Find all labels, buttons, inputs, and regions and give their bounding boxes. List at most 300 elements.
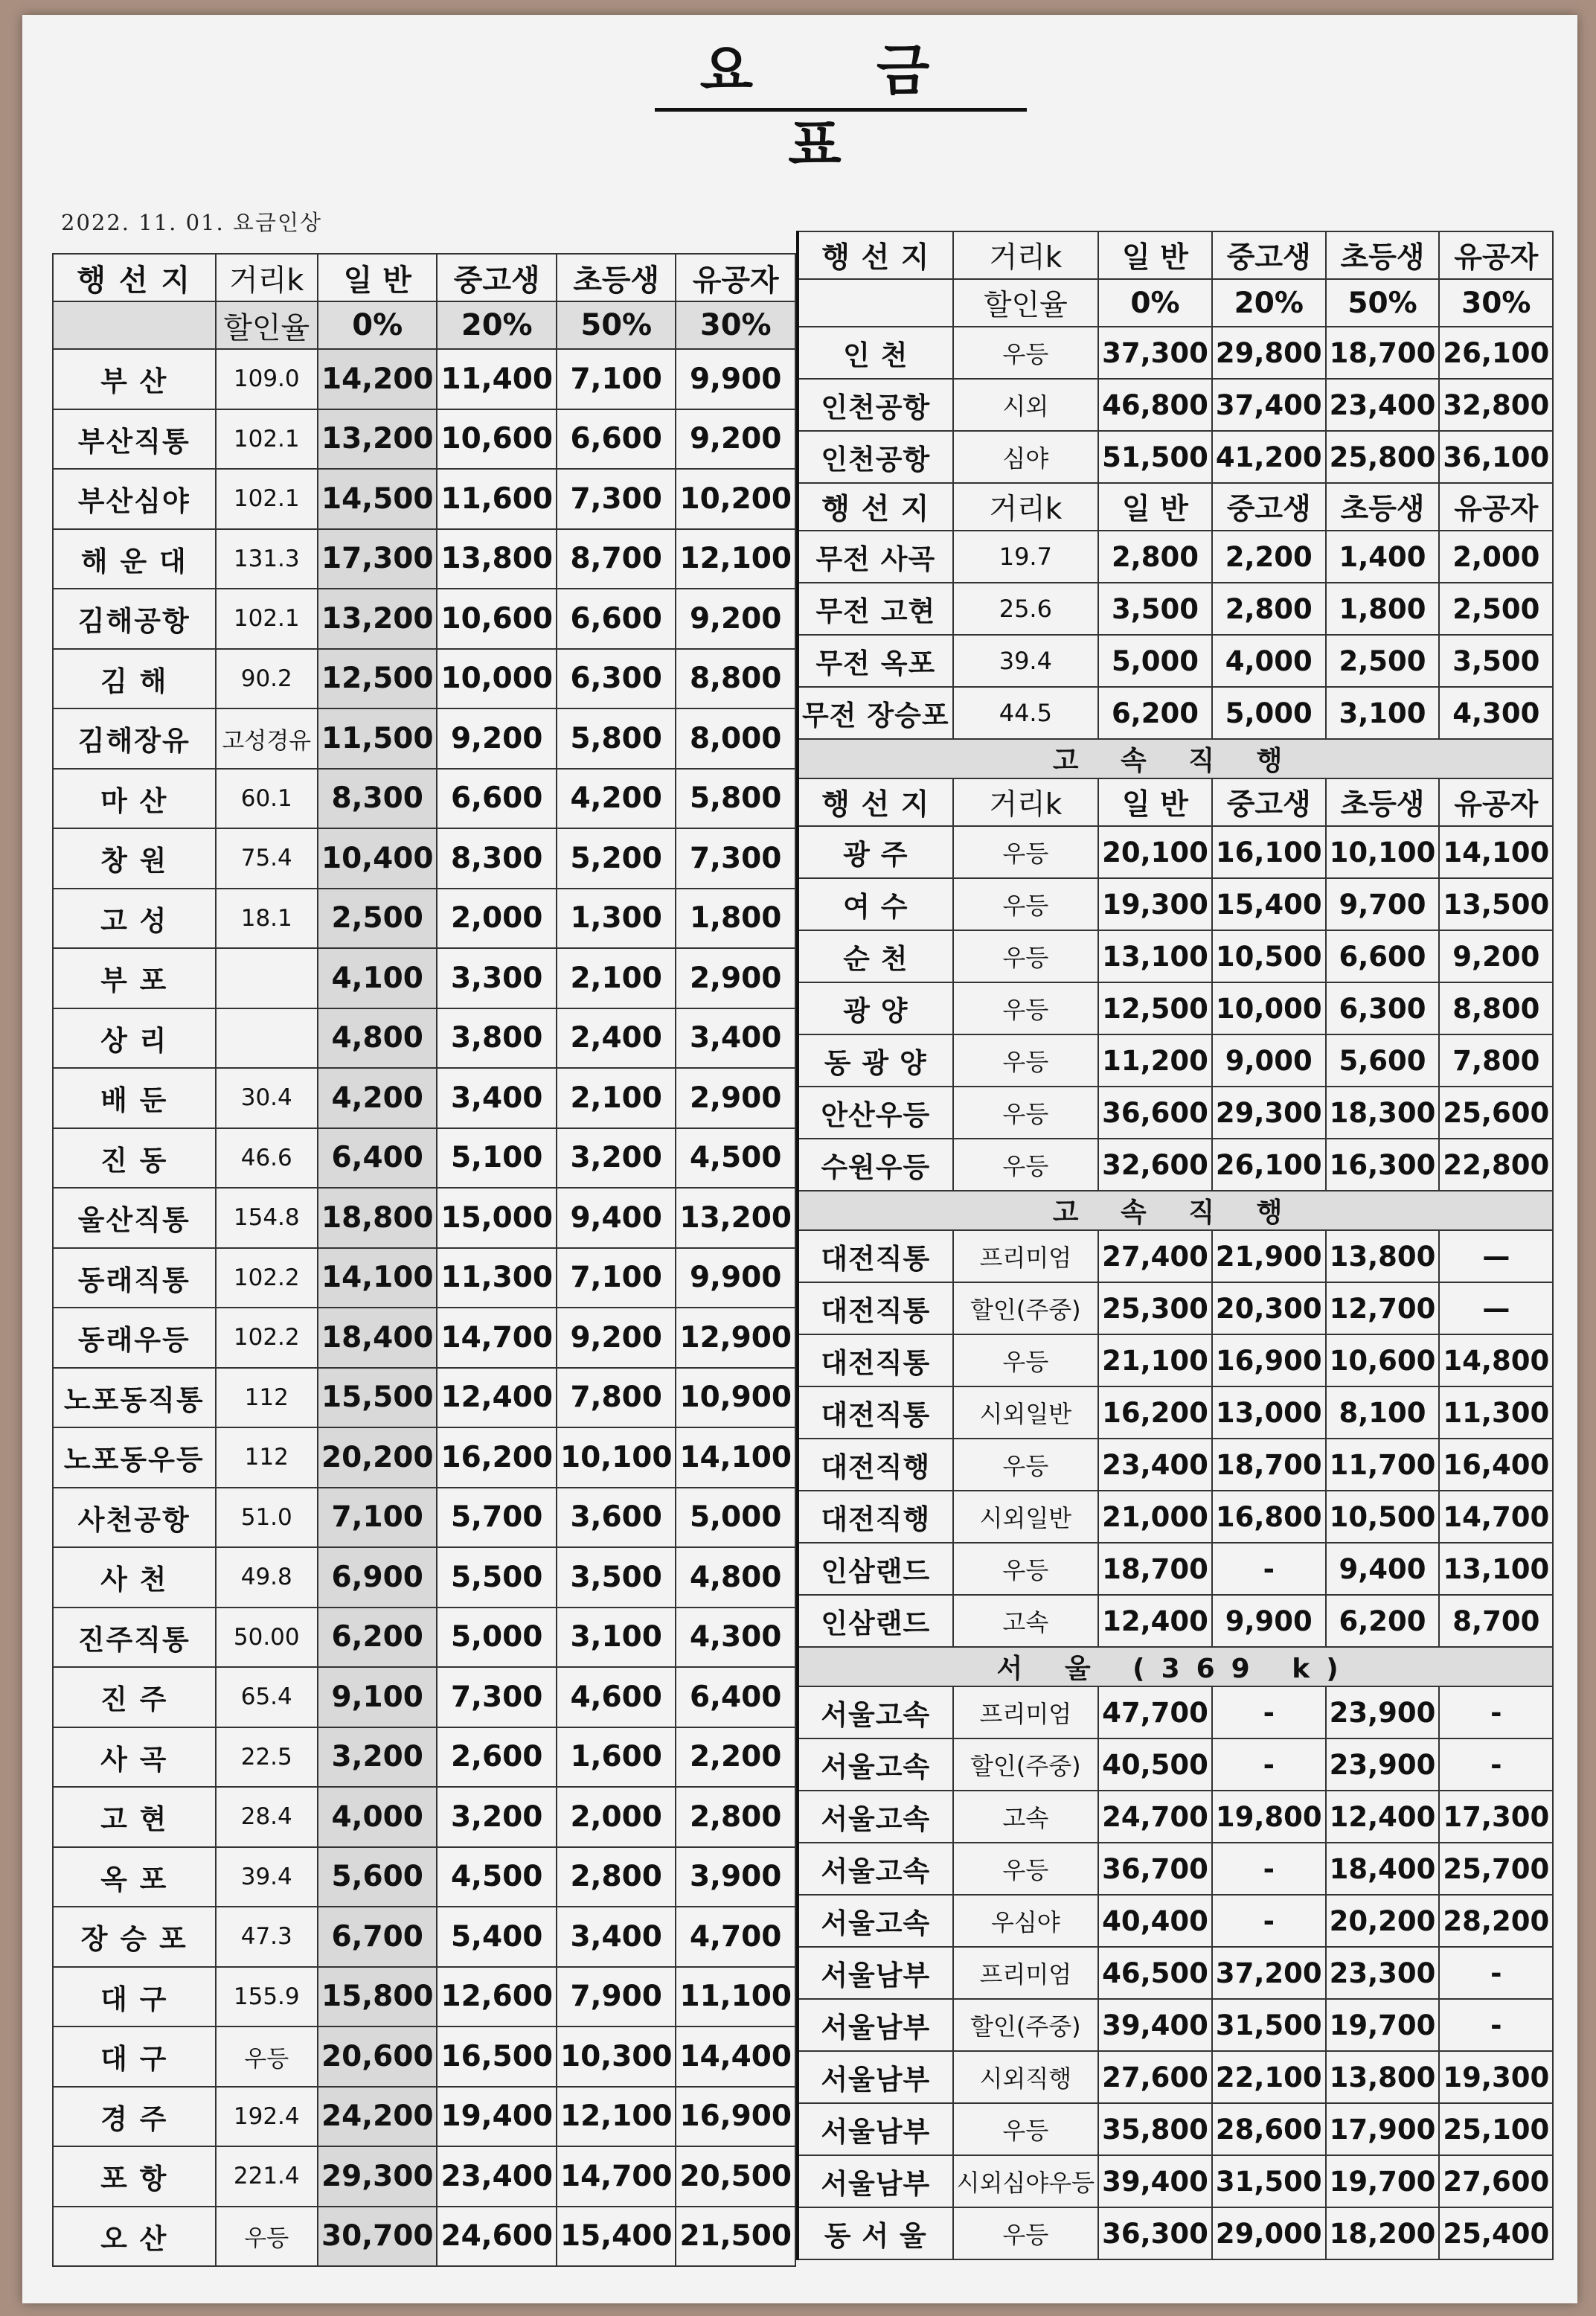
- fare-cell: 9,200: [676, 409, 795, 470]
- fare-cell: 20,500: [676, 2146, 795, 2207]
- fare-row: [53, 769, 795, 829]
- fare-cell: -: [1439, 1738, 1553, 1791]
- fare-cell: 8,000: [676, 708, 795, 769]
- fare-row: [53, 1608, 795, 1668]
- fare-cell: 22,800: [1439, 1139, 1553, 1191]
- header-cell: 중고생: [437, 254, 557, 301]
- fare-cell: 16,300: [1326, 1139, 1440, 1191]
- fare-cell: 13,200: [676, 1188, 795, 1248]
- fare-cell: -: [1212, 1843, 1326, 1895]
- fare-cell: 16,500: [437, 2026, 557, 2087]
- fare-row: [798, 379, 1553, 431]
- fare-row: [53, 589, 795, 649]
- fare-cell: 3,800: [437, 1008, 557, 1069]
- fare-cell: 36,600: [1098, 1087, 1212, 1139]
- distance-cell: 22.5: [216, 1727, 318, 1788]
- fare-cell: 18,700: [1212, 1439, 1326, 1491]
- fare-cell: 4,500: [437, 1847, 557, 1907]
- fare-cell: 25,700: [1439, 1843, 1553, 1895]
- distance-cell: 우등: [953, 1334, 1098, 1386]
- fare-cell: 10,600: [437, 409, 557, 470]
- fare-cell: 4,200: [557, 769, 676, 829]
- fare-cell: 4,000: [318, 1787, 438, 1847]
- destination-cell: 부 산: [53, 349, 216, 409]
- fare-cell: 13,200: [318, 409, 438, 470]
- fare-cell: 21,100: [1098, 1334, 1212, 1386]
- fare-cell: 2,800: [557, 1847, 676, 1907]
- fare-row: [53, 889, 795, 949]
- fare-cell: 29,300: [1212, 1087, 1326, 1139]
- fare-cell: 9,700: [1326, 878, 1440, 930]
- header-cell: 초등생: [1326, 778, 1440, 826]
- fare-row: [53, 948, 795, 1008]
- header-cell: 20%: [437, 301, 557, 349]
- distance-cell: 시외: [953, 379, 1098, 431]
- fare-row: [798, 1139, 1553, 1191]
- fare-cell: 9,900: [1212, 1595, 1326, 1647]
- fare-cell: 46,500: [1098, 1947, 1212, 1999]
- distance-cell: 할인(주중): [953, 1282, 1098, 1334]
- fare-cell: 4,800: [676, 1547, 795, 1608]
- fare-cell: 10,600: [437, 589, 557, 649]
- fare-cell: 2,500: [1326, 635, 1440, 687]
- destination-cell: 부산직통: [53, 409, 216, 470]
- distance-cell: 우등: [953, 826, 1098, 878]
- fare-cell: 6,600: [557, 589, 676, 649]
- fare-cell: 4,300: [1439, 687, 1553, 739]
- fare-row: [53, 1488, 795, 1548]
- fare-cell: 6,400: [676, 1667, 795, 1727]
- fare-cell: 16,200: [1098, 1386, 1212, 1439]
- header-cell: 유공자: [1439, 778, 1553, 826]
- fare-cell: 3,400: [437, 1068, 557, 1128]
- destination-cell: 마 산: [53, 769, 216, 829]
- fare-cell: 20,100: [1098, 826, 1212, 878]
- fare-cell: 18,700: [1326, 327, 1440, 379]
- fare-cell: 25,800: [1326, 431, 1440, 483]
- destination-cell: 배 둔: [53, 1068, 216, 1128]
- fare-row: [798, 1843, 1553, 1895]
- fare-cell: 15,500: [318, 1368, 438, 1428]
- fare-cell: 7,100: [557, 349, 676, 409]
- fare-row: [53, 529, 795, 589]
- fare-row: [53, 1907, 795, 1967]
- fare-cell: 40,500: [1098, 1738, 1212, 1791]
- fare-cell: 23,900: [1326, 1686, 1440, 1738]
- fare-cell: 28,600: [1212, 2103, 1326, 2155]
- fare-cell: 7,800: [1439, 1034, 1553, 1087]
- destination-cell: 광 양: [798, 982, 953, 1034]
- destination-cell: 동래우등: [53, 1308, 216, 1368]
- fare-cell: 11,300: [1439, 1386, 1553, 1439]
- fare-cell: 11,500: [318, 708, 438, 769]
- fare-cell: 37,300: [1098, 327, 1212, 379]
- destination-cell: 서울남부: [798, 1999, 953, 2051]
- fare-cell: 41,200: [1212, 431, 1326, 483]
- destination-cell: 인천공항: [798, 431, 953, 483]
- fare-cell: 51,500: [1098, 431, 1212, 483]
- fare-cell: 25,600: [1439, 1087, 1553, 1139]
- fare-cell: 12,100: [557, 2087, 676, 2147]
- fare-cell: 4,100: [318, 948, 438, 1008]
- fare-cell: 9,400: [1326, 1543, 1440, 1595]
- fare-cell: 14,100: [676, 1427, 795, 1488]
- fare-cell: -: [1212, 1895, 1326, 1947]
- fare-cell: 23,400: [1098, 1439, 1212, 1491]
- header-cell: 일 반: [1098, 231, 1212, 279]
- fare-row: [798, 878, 1553, 930]
- section-title: 고 속 직 행: [798, 1191, 1553, 1230]
- distance-cell: 131.3: [216, 529, 318, 589]
- fare-cell: 1,800: [676, 889, 795, 949]
- fare-cell: 10,500: [1326, 1491, 1440, 1543]
- fare-cell: 11,300: [437, 1248, 557, 1308]
- destination-cell: 순 천: [798, 930, 953, 982]
- fare-row: [53, 1667, 795, 1727]
- fare-row: [53, 1188, 795, 1248]
- destination-cell: 무전 옥포: [798, 635, 953, 687]
- header-cell: 초등생: [1326, 231, 1440, 279]
- fare-row: [798, 327, 1553, 379]
- fare-cell: 12,500: [318, 649, 438, 709]
- destination-cell: 서울고속: [798, 1738, 953, 1791]
- fare-cell: 19,800: [1212, 1791, 1326, 1843]
- fare-cell: 11,400: [437, 349, 557, 409]
- fare-cell: 11,100: [676, 1967, 795, 2027]
- fare-cell: 15,400: [557, 2207, 676, 2267]
- fare-cell: 36,300: [1098, 2207, 1212, 2259]
- distance-cell: 18.1: [216, 889, 318, 949]
- page-title: 요 금 표: [655, 33, 1027, 112]
- fare-row: [53, 2026, 795, 2087]
- fare-cell: 13,500: [1439, 878, 1553, 930]
- fare-cell: 14,700: [437, 1308, 557, 1368]
- header-row: [798, 483, 1553, 531]
- distance-cell: 155.9: [216, 1967, 318, 2027]
- destination-cell: 인삼랜드: [798, 1595, 953, 1647]
- fare-cell: 4,300: [676, 1608, 795, 1668]
- fare-cell: 13,100: [1439, 1543, 1553, 1595]
- destination-cell: 해 운 대: [53, 529, 216, 589]
- distance-cell: 우등: [953, 2103, 1098, 2155]
- fare-cell: 14,700: [1439, 1491, 1553, 1543]
- fare-cell: 29,800: [1212, 327, 1326, 379]
- fare-row: [798, 2103, 1553, 2155]
- distance-cell: 우등: [953, 1087, 1098, 1139]
- distance-cell: 우등: [953, 878, 1098, 930]
- destination-cell: 인삼랜드: [798, 1543, 953, 1595]
- fare-cell: 5,000: [1212, 687, 1326, 739]
- destination-cell: 동래직통: [53, 1248, 216, 1308]
- fare-cell: 12,600: [437, 1967, 557, 2027]
- fare-cell: 32,800: [1439, 379, 1553, 431]
- fare-cell: 18,400: [1326, 1843, 1440, 1895]
- fare-cell: 12,400: [1326, 1791, 1440, 1843]
- fare-cell: 5,000: [1098, 635, 1212, 687]
- fare-cell: 5,700: [437, 1488, 557, 1548]
- fare-cell: 12,100: [676, 529, 795, 589]
- fare-cell: 5,800: [676, 769, 795, 829]
- destination-cell: 대전직통: [798, 1334, 953, 1386]
- distance-cell: 154.8: [216, 1188, 318, 1248]
- fare-row: [53, 1008, 795, 1069]
- distance-cell: 102.1: [216, 469, 318, 529]
- fare-row: [798, 1686, 1553, 1738]
- distance-cell: 우등: [953, 1843, 1098, 1895]
- fare-cell: 46,800: [1098, 379, 1212, 431]
- distance-cell: [216, 1008, 318, 1069]
- fare-row: [53, 649, 795, 709]
- fare-row: [53, 1727, 795, 1788]
- header-cell: 행 선 지: [53, 254, 216, 301]
- fare-cell: 47,700: [1098, 1686, 1212, 1738]
- fare-cell: 14,200: [318, 349, 438, 409]
- fare-cell: 21,500: [676, 2207, 795, 2267]
- fare-cell: 3,600: [557, 1488, 676, 1548]
- fare-cell: 20,200: [1326, 1895, 1440, 1947]
- fare-cell: 39,400: [1098, 2155, 1212, 2207]
- fare-cell: 9,900: [676, 1248, 795, 1308]
- fare-cell: 27,600: [1098, 2051, 1212, 2103]
- fare-cell: 6,600: [437, 769, 557, 829]
- destination-cell: 김 해: [53, 649, 216, 709]
- destination-cell: 진 주: [53, 1667, 216, 1727]
- fare-row: [53, 1308, 795, 1368]
- destination-cell: 무전 장승포: [798, 687, 953, 739]
- distance-cell: 시외직행: [953, 2051, 1098, 2103]
- fare-cell: 16,100: [1212, 826, 1326, 878]
- destination-cell: 수원우등: [798, 1139, 953, 1191]
- fare-cell: 3,400: [676, 1008, 795, 1069]
- destination-cell: 김해공항: [53, 589, 216, 649]
- fare-cell: 21,900: [1212, 1230, 1326, 1282]
- destination-cell: 사천공항: [53, 1488, 216, 1548]
- fare-cell: 4,500: [676, 1128, 795, 1189]
- fare-row: [798, 1491, 1553, 1543]
- header-cell: 중고생: [1212, 483, 1326, 531]
- destination-cell: 동 광 양: [798, 1034, 953, 1087]
- destination-cell: 부 포: [53, 948, 216, 1008]
- fare-cell: 2,600: [437, 1727, 557, 1788]
- fare-cell: 23,900: [1326, 1738, 1440, 1791]
- fare-row: [53, 1967, 795, 2027]
- distance-cell: 47.3: [216, 1907, 318, 1967]
- distance-cell: 49.8: [216, 1547, 318, 1608]
- header-cell: 일 반: [1098, 778, 1212, 826]
- fare-cell: 6,900: [318, 1547, 438, 1608]
- distance-cell: 112: [216, 1368, 318, 1428]
- distance-cell: 102.1: [216, 409, 318, 470]
- fare-cell: 9,200: [1439, 930, 1553, 982]
- header-cell: 행 선 지: [798, 483, 953, 531]
- fare-cell: -: [1212, 1686, 1326, 1738]
- fare-cell: 3,200: [557, 1128, 676, 1189]
- destination-cell: 진주직통: [53, 1608, 216, 1668]
- fare-row: [53, 1547, 795, 1608]
- fare-cell: 7,800: [557, 1368, 676, 1428]
- fare-row: [53, 708, 795, 769]
- destination-cell: 오 산: [53, 2207, 216, 2267]
- fare-cell: 19,300: [1098, 878, 1212, 930]
- fare-cell: 35,800: [1098, 2103, 1212, 2155]
- fare-cell: 18,400: [318, 1308, 438, 1368]
- fare-row: [798, 1738, 1553, 1791]
- destination-cell: 김해장유: [53, 708, 216, 769]
- fare-cell: 18,800: [318, 1188, 438, 1248]
- section-title: 고 속 직 행: [798, 739, 1553, 778]
- fare-cell: 36,700: [1098, 1843, 1212, 1895]
- fare-cell: 12,500: [1098, 982, 1212, 1034]
- destination-cell: 장 승 포: [53, 1907, 216, 1967]
- distance-cell: 102.2: [216, 1248, 318, 1308]
- fare-cell: 6,600: [1326, 930, 1440, 982]
- fare-cell: 3,100: [557, 1608, 676, 1668]
- fare-cell: 5,800: [557, 708, 676, 769]
- fare-row: [798, 1791, 1553, 1843]
- distance-cell: 프리미엄: [953, 1947, 1098, 1999]
- destination-cell: 경 주: [53, 2087, 216, 2147]
- fare-cell: 10,400: [318, 828, 438, 889]
- fare-cell: 10,100: [557, 1427, 676, 1488]
- fare-cell: 6,600: [557, 409, 676, 470]
- discount-row: [798, 279, 1553, 327]
- destination-cell: 광 주: [798, 826, 953, 878]
- fare-cell: 14,400: [676, 2026, 795, 2087]
- fare-cell: 15,800: [318, 1967, 438, 2027]
- distance-cell: 시외일반: [953, 1491, 1098, 1543]
- header-cell: 일 반: [318, 254, 438, 301]
- fare-cell: 23,400: [437, 2146, 557, 2207]
- fare-cell: 20,200: [318, 1427, 438, 1488]
- fare-row: [53, 1248, 795, 1308]
- fare-cell: 21,000: [1098, 1491, 1212, 1543]
- fare-cell: -: [1439, 1999, 1553, 2051]
- destination-cell: 인 천: [798, 327, 953, 379]
- fare-cell: 18,200: [1326, 2207, 1440, 2259]
- distance-cell: 시외일반: [953, 1386, 1098, 1439]
- distance-cell: 221.4: [216, 2146, 318, 2207]
- destination-cell: 울산직통: [53, 1188, 216, 1248]
- fare-cell: 7,300: [557, 469, 676, 529]
- fare-cell: 9,200: [676, 589, 795, 649]
- fare-row: [798, 531, 1553, 583]
- fare-row: [53, 469, 795, 529]
- distance-cell: 192.4: [216, 2087, 318, 2147]
- distance-cell: [216, 948, 318, 1008]
- fare-row: [798, 687, 1553, 739]
- fare-cell: 19,400: [437, 2087, 557, 2147]
- fare-row: [798, 1999, 1553, 2051]
- destination-cell: 대전직통: [798, 1230, 953, 1282]
- header-cell: 거리k: [953, 483, 1098, 531]
- fare-cell: 7,900: [557, 1967, 676, 2027]
- fare-cell: 12,400: [437, 1368, 557, 1428]
- fare-row: [53, 1847, 795, 1907]
- fare-cell: 16,400: [1439, 1439, 1553, 1491]
- fare-cell: 27,400: [1098, 1230, 1212, 1282]
- fare-cell: 3,400: [557, 1907, 676, 1967]
- fare-cell: 16,900: [1212, 1334, 1326, 1386]
- fare-cell: -: [1439, 1947, 1553, 1999]
- fare-cell: 10,900: [676, 1368, 795, 1428]
- fare-cell: 31,500: [1212, 2155, 1326, 2207]
- distance-cell: 고성경유: [216, 708, 318, 769]
- fare-cell: 2,000: [557, 1787, 676, 1847]
- distance-cell: 우등: [953, 1439, 1098, 1491]
- distance-cell: 프리미엄: [953, 1230, 1098, 1282]
- fare-cell: 4,800: [318, 1008, 438, 1069]
- fare-cell: 24,600: [437, 2207, 557, 2267]
- header-cell: 거리k: [216, 254, 318, 301]
- fare-cell: 32,600: [1098, 1139, 1212, 1191]
- fare-cell: 5,200: [557, 828, 676, 889]
- fare-row: [798, 2207, 1553, 2259]
- header-cell: 유공자: [1439, 231, 1553, 279]
- fare-cell: 22,100: [1212, 2051, 1326, 2103]
- fare-cell: 10,200: [676, 469, 795, 529]
- destination-cell: 고 현: [53, 1787, 216, 1847]
- fare-cell: 18,700: [1098, 1543, 1212, 1595]
- fare-row: [798, 1543, 1553, 1595]
- fare-cell: 6,200: [1326, 1595, 1440, 1647]
- fare-cell: 25,300: [1098, 1282, 1212, 1334]
- header-cell: 중고생: [1212, 231, 1326, 279]
- header-cell: 행 선 지: [798, 231, 953, 279]
- destination-cell: 노포동직통: [53, 1368, 216, 1428]
- fare-cell: 6,200: [1098, 687, 1212, 739]
- left-fare-table: [52, 253, 796, 2267]
- distance-cell: 시외심야우등: [953, 2155, 1098, 2207]
- fare-cell: 6,300: [1326, 982, 1440, 1034]
- fare-row: [798, 583, 1553, 635]
- fare-row: [53, 1128, 795, 1189]
- destination-cell: 대전직행: [798, 1439, 953, 1491]
- fare-cell: 28,200: [1439, 1895, 1553, 1947]
- fare-cell: 31,500: [1212, 1999, 1326, 2051]
- fare-cell: 17,300: [318, 529, 438, 589]
- fare-row: [798, 1595, 1553, 1647]
- distance-cell: 102.2: [216, 1308, 318, 1368]
- fare-cell: 2,500: [318, 889, 438, 949]
- destination-cell: 서울남부: [798, 2103, 953, 2155]
- fare-cell: 20,600: [318, 2026, 438, 2087]
- header-cell: 유공자: [1439, 483, 1553, 531]
- distance-cell: 25.6: [953, 583, 1098, 635]
- fare-cell: 25,400: [1439, 2207, 1553, 2259]
- destination-cell: 고 성: [53, 889, 216, 949]
- destination-cell: 동 서 울: [798, 2207, 953, 2259]
- fare-cell: 8,800: [676, 649, 795, 709]
- distance-cell: 우등: [216, 2207, 318, 2267]
- destination-cell: 서울고속: [798, 1895, 953, 1947]
- fare-cell: 10,500: [1212, 930, 1326, 982]
- fare-cell: 3,500: [1098, 583, 1212, 635]
- fare-row: [53, 1368, 795, 1428]
- fare-cell: 2,000: [437, 889, 557, 949]
- distance-cell: 우등: [953, 1139, 1098, 1191]
- header-cell: 30%: [676, 301, 795, 349]
- fare-row: [798, 1230, 1553, 1282]
- fare-cell: 11,600: [437, 469, 557, 529]
- fare-cell: -: [1212, 1543, 1326, 1595]
- distance-cell: 우등: [216, 2026, 318, 2087]
- fare-row: [53, 409, 795, 470]
- fare-cell: 12,700: [1326, 1282, 1440, 1334]
- destination-cell: 사 곡: [53, 1727, 216, 1788]
- fare-cell: 8,800: [1439, 982, 1553, 1034]
- fare-cell: 27,600: [1439, 2155, 1553, 2207]
- fare-cell: 16,200: [437, 1427, 557, 1488]
